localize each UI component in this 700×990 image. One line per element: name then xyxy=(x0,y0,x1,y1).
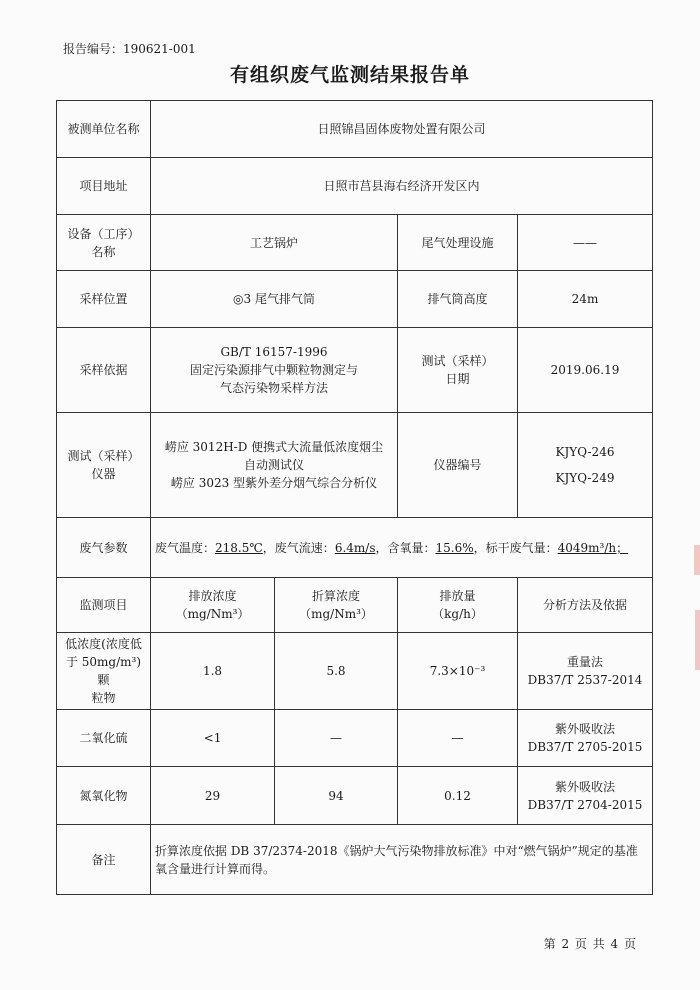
result-item-name-line-3: 粒物 xyxy=(91,691,116,705)
instrument-id-value xyxy=(518,413,653,518)
header-monitoring-item: 监测项目 xyxy=(57,578,151,633)
result-method xyxy=(518,710,653,767)
equipment-value: 工艺锅炉 xyxy=(151,215,398,271)
row-equipment xyxy=(57,215,653,271)
stack-height-value: 24m xyxy=(518,271,653,328)
header-converted-concentration xyxy=(275,578,398,633)
gas-temperature: 218.5℃ xyxy=(215,540,263,555)
edge-stamp-mark xyxy=(694,545,700,575)
project-address-value: 日照市莒县海右经济开发区内 xyxy=(151,158,653,215)
sampling-location-value: ◎3 尾气排气筒 xyxy=(151,271,398,328)
row-sampling-basis xyxy=(57,328,653,413)
equipment-label-line-2: 名称 xyxy=(91,244,116,259)
sampling-basis-line-2: 固定污染源排气中颗粒物测定与 xyxy=(189,363,358,377)
result-method-name: 紫外吸收法 xyxy=(555,779,616,794)
result-method xyxy=(518,767,653,825)
table-row xyxy=(57,633,653,710)
result-rate: 0.12 xyxy=(398,767,518,825)
result-converted: 94 xyxy=(275,767,398,825)
gas-temp-prefix: 废气温度： xyxy=(155,540,216,555)
row-instrument xyxy=(57,413,653,518)
instrument-value xyxy=(151,413,398,518)
oxygen-content: 15.6% xyxy=(435,540,474,555)
header-rate-line-2: （kg/h） xyxy=(432,607,483,621)
instrument-label xyxy=(57,413,151,518)
gas-parameters-value xyxy=(151,518,653,578)
remark-line-2: 氧含量进行计算而得。 xyxy=(155,861,276,876)
gas-parameters-label: 废气参数 xyxy=(57,518,151,578)
tested-unit-label: 被测单位名称 xyxy=(57,101,151,158)
instrument-label-line-2: 仪器 xyxy=(91,467,116,481)
header-converted-line-2: （mg/Nm³） xyxy=(299,607,373,621)
remark-line-1: 折算浓度依据 DB 37/2374-2018《锅炉大气污染物排放标准》中对“燃气锅炉”规定的基准 xyxy=(155,843,638,858)
result-item-name: 氮氧化物 xyxy=(57,767,151,825)
header-rate-line-1: 排放量 xyxy=(439,589,476,603)
test-date-label xyxy=(398,328,518,413)
instrument-line-2: 自动测试仪 xyxy=(243,458,304,472)
sampling-basis-line-3: 气态污染物采样方法 xyxy=(219,381,328,395)
row-sampling-location xyxy=(57,271,653,328)
instrument-id-2: KJYQ-249 xyxy=(555,471,615,485)
gas-flow-velocity: 6.4m/s xyxy=(334,540,376,555)
result-method xyxy=(518,633,653,710)
stack-height-label: 排气筒高度 xyxy=(398,271,518,328)
result-method-standard: DB37/T 2705-2015 xyxy=(527,740,643,754)
row-tested-unit xyxy=(57,101,653,158)
report-title: 有组织废气监测结果报告单 xyxy=(229,64,470,86)
result-emission: 29 xyxy=(151,767,275,825)
results-header-row xyxy=(57,578,653,633)
instrument-id-label: 仪器编号 xyxy=(398,413,518,518)
result-method-name: 重量法 xyxy=(567,655,604,669)
result-item-name-line-2: 于 50mg/m³)颗 xyxy=(65,655,142,687)
equipment-label-line-1: 设备（工序） xyxy=(67,226,140,241)
result-item-name: 二氧化硫 xyxy=(57,710,151,767)
treatment-facility-value: —— xyxy=(518,215,653,271)
instrument-line-1: 崂应 3012H-D 便携式大流量低浓度烟尘 xyxy=(164,440,384,454)
result-method-standard: DB37/T 2704-2015 xyxy=(527,797,643,812)
result-item-name-line-1: 低浓度(浓度低 xyxy=(65,637,142,651)
table-row xyxy=(57,710,653,767)
gas-flow-prefix: ，废气流速： xyxy=(262,540,335,555)
instrument-line-3: 崂应 3023 型紫外差分烟气综合分析仪 xyxy=(170,476,378,490)
project-address-label: 项目地址 xyxy=(57,158,151,215)
result-rate: — xyxy=(398,710,518,767)
test-date-value: 2019.06.19 xyxy=(518,328,653,413)
row-remark xyxy=(57,825,653,895)
instrument-id-1: KJYQ-246 xyxy=(555,445,615,459)
test-date-label-line-1: 测试（采样） xyxy=(421,354,494,368)
sampling-basis-value xyxy=(151,328,398,413)
result-emission: 1.8 xyxy=(151,633,275,710)
result-converted: — xyxy=(275,710,398,767)
header-analysis-method: 分析方法及依据 xyxy=(518,578,653,633)
treatment-facility-label: 尾气处理设施 xyxy=(398,215,518,271)
table-row xyxy=(57,767,653,825)
test-date-label-line-2: 日期 xyxy=(445,372,470,386)
standard-dry-flow: 4049m³/h； xyxy=(557,540,629,555)
edge-stamp-mark xyxy=(695,610,700,670)
remark-label: 备注 xyxy=(57,825,151,895)
row-project-address xyxy=(57,158,653,215)
sampling-location-label: 采样位置 xyxy=(57,271,151,328)
sampling-basis-line-1: GB/T 16157-1996 xyxy=(220,345,328,359)
result-converted: 5.8 xyxy=(275,633,398,710)
equipment-label xyxy=(57,215,151,271)
header-emission-rate xyxy=(398,578,518,633)
report-number: 报告编号：190621-001 xyxy=(63,42,196,56)
std-flow-prefix: ，标干废气量： xyxy=(473,540,558,555)
header-emission-concentration: 排放浓度（mg/Nm³） xyxy=(151,578,275,633)
instrument-label-line-1: 测试（采样） xyxy=(67,449,140,463)
result-method-name: 紫外吸收法 xyxy=(555,722,616,736)
oxygen-prefix: ，含氧量： xyxy=(375,540,436,555)
result-item-name xyxy=(57,633,151,710)
sampling-basis-label: 采样依据 xyxy=(57,328,151,413)
page-number: 第 2 页 共 4 页 xyxy=(543,937,637,951)
report-table xyxy=(56,100,653,895)
remark-text xyxy=(151,825,653,895)
result-emission: <1 xyxy=(151,710,275,767)
result-method-standard: DB37/T 2537-2014 xyxy=(527,673,643,687)
result-rate: 7.3×10⁻³ xyxy=(398,633,518,710)
header-converted-line-1: 折算浓度 xyxy=(311,589,360,603)
row-gas-parameters xyxy=(57,518,653,578)
tested-unit-value: 日照锦昌固体废物处置有限公司 xyxy=(151,101,653,158)
